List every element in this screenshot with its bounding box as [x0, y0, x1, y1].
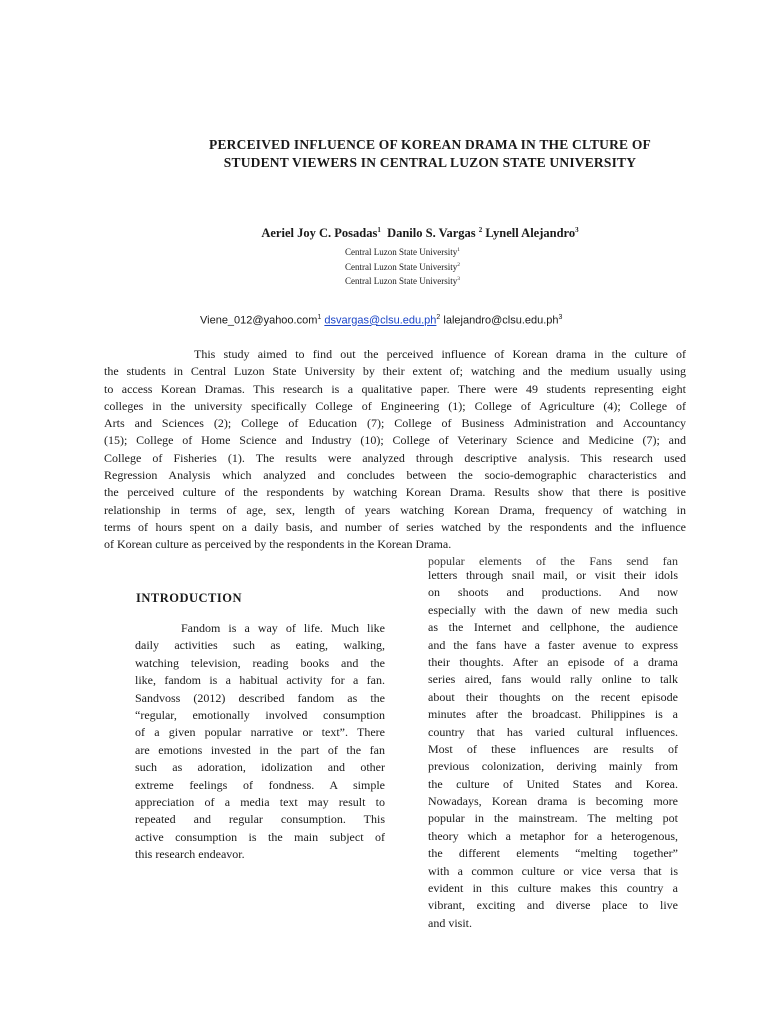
abstract-line: Arts and Sciences (2); College of Education (7); College of Business Administration and Accountancy: [104, 416, 686, 431]
author-mark: 2: [478, 226, 483, 234]
body-line: daily activities such as eating, walking,: [135, 638, 385, 653]
abstract-line: College of Fisheries (1). The results were analyzed through descriptive analysis. This research used: [104, 450, 686, 465]
body-line: country that has varied cultural influences.: [428, 724, 678, 739]
title-line-1: PERCEIVED INFLUENCE OF KOREAN DRAMA IN THE CLTURE OF: [209, 137, 651, 152]
body-line: “regular, emotionally involved consumption: [135, 707, 385, 722]
body-line: and the fans have a faster avenue to express: [428, 637, 678, 652]
body-line: letters through snail mail, or visit their idols: [428, 568, 678, 582]
email-text: Viene_012@yahoo.com: [200, 314, 318, 327]
abstract-line: the perceived culture of the respondents by watching Korean Drama. Results show that there is positive: [104, 485, 686, 500]
abstract-line: relationship in terms of age, sex, length of years watching Korean Drama, frequency of watching in: [104, 502, 686, 517]
author-name: Lynell Alejandro: [485, 226, 576, 241]
affiliation: Central Luzon State University$^2$: [345, 261, 460, 272]
body-line: theory which a metaphor for a heterogenous,: [428, 828, 678, 843]
body-line: Sandvoss (2012) described fandom as the: [135, 690, 385, 705]
email-list: Viene_012@yahoo.com$^1$ $dsvargas@clsu.edu.ph^2$ $lalejandro@clsu.edu.ph^3$: [200, 314, 563, 327]
body-line: active consumption is the main subject of: [135, 829, 385, 844]
body-line: such as adoration, idolization and other: [135, 760, 385, 775]
affiliation-list: [345, 244, 460, 288]
body-line: watching television, reading books and the: [135, 655, 385, 670]
body-line: Most of these influences are results of: [428, 741, 678, 756]
body-line: of a given popular narrative or text”. There: [135, 725, 385, 740]
body-line: about their thoughts on the recent episode: [428, 689, 678, 704]
author-list: [150, 226, 690, 241]
abstract-line: terms of hours spent on a daily basis, and number of series watched by the respondents and the influence: [104, 519, 686, 534]
body-line: as the Internet and cellphone, the audience: [428, 620, 678, 635]
body-line: evident in this culture makes this country a: [428, 881, 678, 896]
body-line: the different elements “melting together”: [428, 846, 678, 861]
abstract-line: to access Korean Dramas. This research is a qualitative paper. There were 49 students representing eight: [104, 381, 686, 396]
body-line: and visit.: [428, 915, 472, 930]
abstract-line: (15); College of Home Science and Industry (10); College of Veterinary Science and Medicine (7); and: [104, 433, 686, 448]
body-line: appreciation of a media text may result to: [135, 794, 385, 809]
email-link[interactable]: dsvargas@clsu.edu.ph: [324, 314, 437, 327]
body-line: this research endeavor.: [135, 847, 245, 862]
body-line: popular in the mainstream. The melting pot: [428, 811, 678, 826]
body-line: like, fandom is a habitual activity for a fan.: [135, 673, 385, 688]
body-line: Fandom is a way of life. Much like: [181, 621, 385, 635]
body-line: extreme feelings of fondness. A simple: [135, 777, 385, 792]
author-mark: 1: [377, 226, 381, 234]
affiliation: Central Luzon State University$^3$: [345, 276, 460, 286]
email-text: lalejandro@clsu.edu.ph: [443, 314, 559, 327]
body-line: previous colonization, deriving mainly from: [428, 759, 678, 774]
body-line: vibrant, exciting and diverse place to live: [428, 898, 678, 913]
introduction-column: [135, 620, 385, 863]
cut-off-text: popular elements of the Fans send fan: [428, 554, 678, 568]
abstract-line: of Korean culture as perceived by the respondents in the Korean Drama.: [104, 537, 452, 552]
body-line: the culture of United States and Korea.: [428, 776, 678, 791]
body-line: with a common culture or vice versa that is: [428, 863, 678, 878]
affiliation: Central Luzon State University$^1$: [345, 247, 460, 257]
abstract-line: the students in Central Luzon State University by their extent of; watching and the medium usually using: [104, 364, 686, 379]
body-line: minutes after the broadcast. Philippines is a: [428, 707, 678, 722]
abstract: [104, 346, 686, 554]
paper-title: [150, 136, 710, 172]
body-line: on shoots and productions. And now: [428, 585, 678, 600]
author-name: Aeriel Joy C. Posadas: [261, 226, 378, 241]
abstract-line: colleges in the university specifically College of Engineering (1); College of Agriculture (4); College of: [104, 398, 686, 413]
section-heading: INTRODUCTION: [136, 591, 243, 605]
abstract-line: This study aimed to find out the perceived influence of Korean drama in the culture of: [194, 347, 686, 361]
body-line: series aired, fans would rally online to talk: [428, 672, 678, 687]
body-line: repeated and regular consumption. This: [135, 812, 385, 827]
body-line: their thoughts. After an episode of a drama: [428, 654, 678, 669]
body-line: are emotions invested in the part of the fan: [135, 742, 385, 757]
title-line-2: STUDENT VIEWERS IN CENTRAL LUZON STATE UNIVERSITY: [223, 155, 637, 170]
author-name: Danilo S. Vargas: [387, 226, 479, 241]
right-column: [428, 567, 678, 932]
abstract-line: Regression Analysis which analyzed and concludes between the socio-demographic characteristics and: [104, 468, 686, 483]
body-line: Nowadays, Korean drama is becoming more: [428, 794, 678, 809]
author-mark: 3: [575, 226, 579, 234]
body-line: especially with the dawn of new media such: [428, 602, 678, 617]
